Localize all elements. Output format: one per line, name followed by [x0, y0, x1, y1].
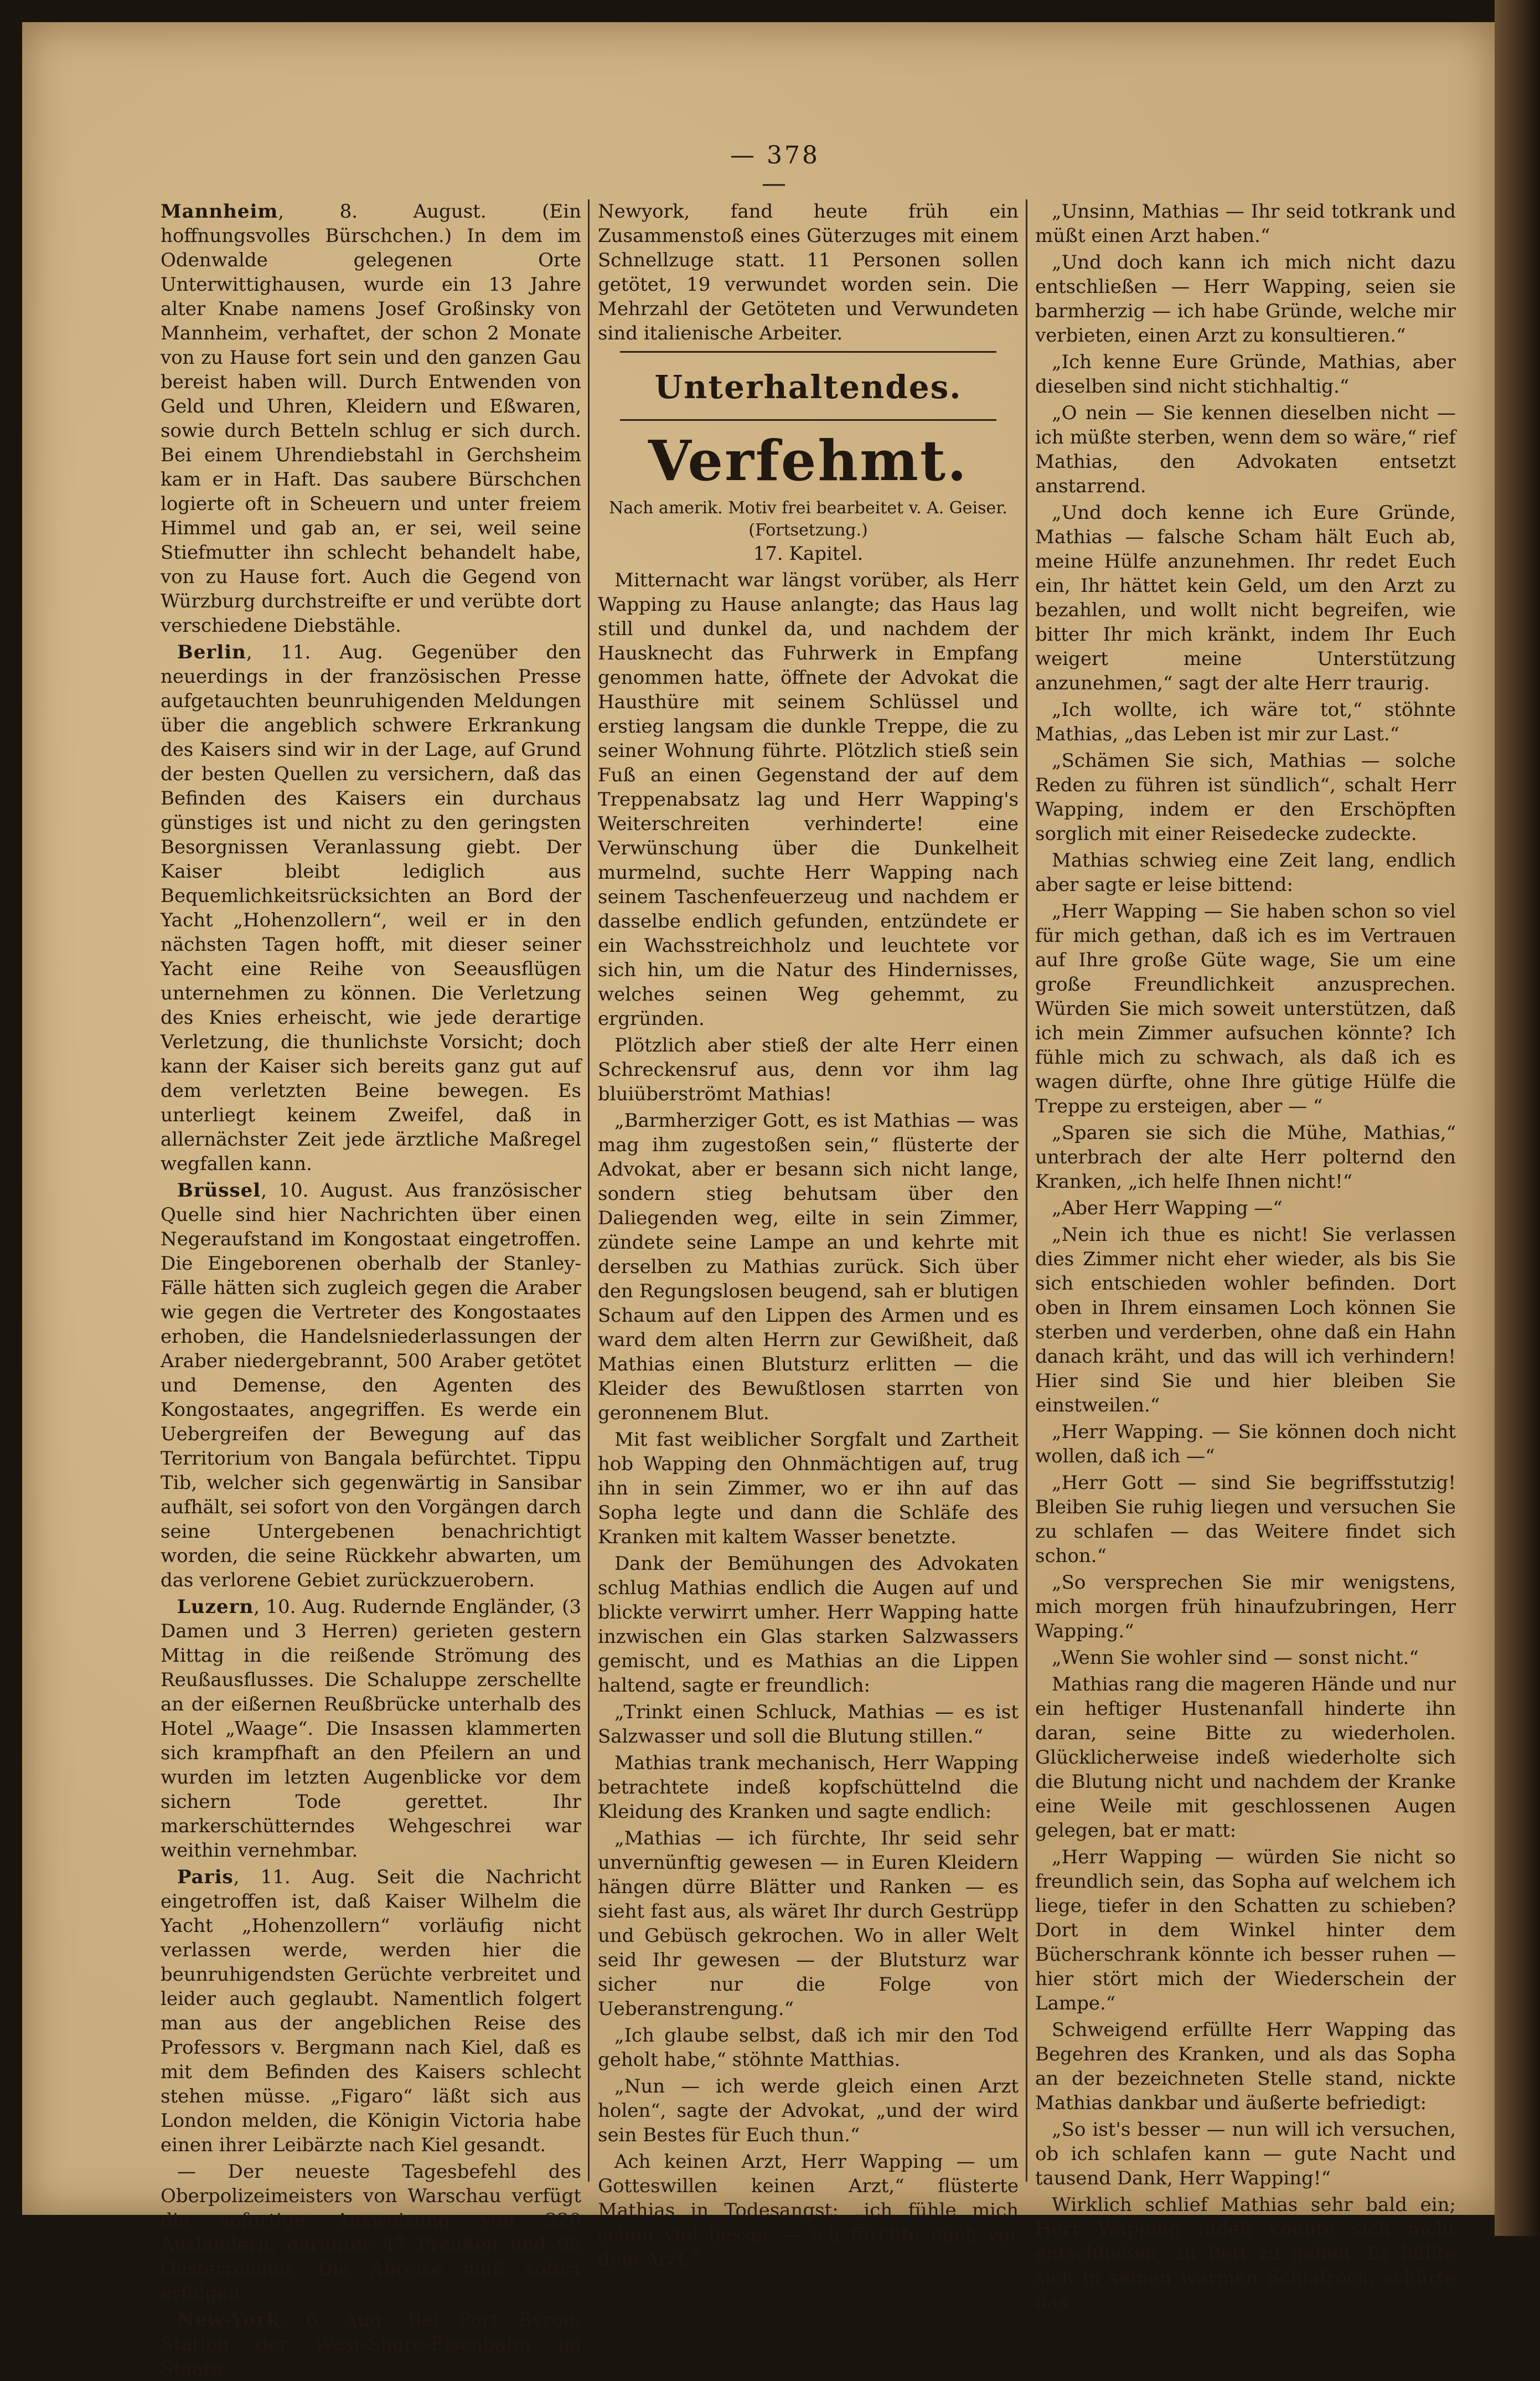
news-text: , 8. August. (Ein hoffnungsvolles Bürschchen.) In dem im Odenwalde gelegenen Orte Unterwittighausen, wurde ein 13 Jahre alter Knabe namens Josef Großinsky von Mannheim, verhaftet, der schon 2 Monate von zu Hause fort sein und den ganzen Gau bereist haben will. Durch Entwenden von Geld und Uhren, Kleidern und Eßwaren, sowie durch Betteln schlug er sich durch. Bei einem Uhrendiebstahl in Gerchsheim kam er in Haft. Das saubere Bürschchen logierte oft in Scheuern und unter freiem Himmel und gab an, er sei, weil seine Stiefmutter ihn schlecht behandelt habe, von zu Hause fort. Auch die Gegend von Würzburg durchstreifte er und verübte dort verschiedene Diebstähle. — [161, 200, 581, 637]
story-paragraph: Wirklich schlief Mathias sehr bald ein; Herr Wapping indeß konnte sich nicht entschließen, zu Bett zu gehen. Er hüllte sich in seinen warmen Schlafrock, schürte das — [1035, 2194, 1456, 2313]
story-paragraph: „Aber Herr Wapping —“ — [1052, 1197, 1283, 1219]
news-item — [161, 1178, 581, 1593]
story-paragraph: Mathias trank mechanisch, Herr Wapping betrachtete indeß kopfschüttelnd die Kleidung des Kranken und sagte endlich: — [598, 1752, 1019, 1823]
news-place: Mannheim — [161, 200, 278, 223]
story-paragraph: Mathias schwieg eine Zeit lang, endlich aber sagte er leise bittend: — [1035, 849, 1456, 896]
story-paragraph: Ach keinen Arzt, Herr Wapping — um Gotteswillen keinen Arzt,“ flüsterte Mathias in Todesangst; „ich fühle mich schon viel besser — ich fürchte mich vor dem Arzt.“ — [598, 2151, 1019, 2270]
column-divider — [1026, 199, 1027, 2182]
news-item — [161, 2308, 581, 2381]
story-paragraph: Mitternacht war längst vorüber, als Herr Wapping zu Hause anlangte; das Haus lag still und dunkel da, und nachdem der Hausknecht das Fuhrwerk in Empfang genommen hatte, öffnete der Advokat die Hausthüre mit seinem Schlüssel und erstieg langsam die dunkle Treppe, die zu seiner Wohnung führte. Plötzlich stieß sein Fuß an einen Gegenstand der auf dem Treppenabsatz lag und Herr Wapping's Weiterschreiten verhinderte! eine Verwünschung über die Dunkelheit murmelnd, suchte Herr Wapping nach seinem Taschenfeuerzeug und nachdem er dasselbe endlich gefunden, entzündete er ein Wachsstreichholz und leuchtete vor sich hin, um die Natur des Hindernisses, welches seinen Weg gehemmt, zu ergründen. — [598, 569, 1019, 1030]
section-divider — [620, 351, 996, 353]
story-paragraph: „Barmherziger Gott, es ist Mathias — was mag ihm zugestoßen sein,“ flüsterte der Advokat, aber er besann sich nicht lange, sondern stieg behutsam über den Daliegenden weg, eilte in sein Zimmer, zündete seine Lampe an und kehrte mit derselben zu Mathias zurück. Sich über den Regungslosen beugend, sah er blutigen Schaum auf den Lippen des Armen und es ward dem alten Herrn zur Gewißheit, daß Mathias einen Blutsturz erlitten — die Kleider des Bewußtlosen starrten von geronnenem Blut. — [598, 1110, 1019, 1424]
news-item — [161, 199, 581, 638]
column-story-continued — [1035, 199, 1456, 2313]
story-paragraph: „Ich glaube selbst, daß ich mir den Tod geholt habe,“ stöhnte Matthias. — [598, 2024, 1019, 2071]
news-place: Brüssel — [177, 1179, 261, 1202]
news-text: , 6. Aug. Bei Port Byron, Station der West-Shore-Eisenbahn im Staate — [161, 2309, 581, 2380]
story-paragraph: „Herr Wapping — würden Sie nicht so freundlich sein, das Sopha auf welchem ich liege, tiefer in den Schatten zu schieben? Dort in dem Winkel hinter dem Bücherschrank könnte ich besser ruhen — hier stört mich der Wiederschein der Lampe.“ — [1035, 1846, 1456, 2014]
story-paragraph: Dank der Bemühungen des Advokaten schlug Mathias endlich die Augen auf und blickte verwirrt umher. Herr Wapping hatte inzwischen ein Glas starken Salzwassers gemischt, und es Mathias an die Lippen haltend, sagte er freundlich: — [598, 1553, 1019, 1697]
news-place: Paris — [177, 1866, 234, 1888]
story-paragraph: „Herr Wapping. — Sie können doch nicht wollen, daß ich —“ — [1035, 1421, 1456, 1467]
column-divider — [588, 199, 590, 2182]
story-title: Verfehmt. — [648, 428, 968, 493]
news-text: , 10. August. Aus französischer Quelle sind hier Nachrichten über einen Negeraufstand im Kongostaat eingetroffen. Die Eingeborenen oberhalb der Stanley-Fälle hätten sich zugleich gegen die Araber wie gegen die Vertreter des Kongostaates erhoben, die Handelsniederlassungen der Araber niedergebrannt, 500 Araber getötet und Demense, den Agenten des Kongostaates, angegriffen. Es werde ein Uebergreifen der Bewegung auf das Territorium von Bangala befürchtet. Tippu Tib, welcher sich gegenwärtig in Sansibar aufhält, sei sofort von den Vorgängen darch seine Untergebenen benachrichtigt worden, die seine Rückkehr abwarten, um das verlorene Gebiet zurückzuerobern. — [161, 1179, 581, 1591]
story-paragraph: Mit fast weiblicher Sorgfalt und Zartheit hob Wapping den Ohnmächtigen auf, trug ihn in sein Zimmer, wo er ihn auf das Sopha legte und dann die Schläfe des Kranken mit kaltem Wasser benetzte. — [598, 1429, 1019, 1548]
story-paragraph: „Mathias — ich fürchte, Ihr seid sehr unvernünftig gewesen — in Euren Kleidern hängen dürre Blätter und Ranken — es sieht fast aus, als wäret Ihr durch Gestrüpp und Gebüsch gekrochen. Wo in aller Welt seid Ihr gewesen — der Blutsturz war sicher nur die Folge von Ueberanstrengung.“ — [598, 1827, 1019, 2020]
book-spine — [1495, 0, 1540, 2236]
chapter-heading: 17. Kapitel. — [753, 543, 864, 565]
news-place: Luzern — [177, 1596, 254, 1618]
story-paragraph: „Trinkt einen Schluck, Mathias — es ist Salzwasser und soll die Blutung stillen.“ — [598, 1701, 1019, 1748]
news-item — [161, 1595, 581, 1863]
story-paragraph: „So versprechen Sie mir wenigstens, mich morgen früh hinaufzubringen, Herr Wapping.“ — [1035, 1571, 1456, 1642]
column-story-start — [598, 199, 1019, 2270]
story-paragraph: „Herr Wapping — Sie haben schon so viel für mich gethan, daß ich es im Vertrauen auf Ihre große Güte wage, Sie um eine große Freundlichkeit anzusprechen. Würden Sie mich soweit unterstützen, daß ich mein Zimmer aufsuchen könnte? Ich fühle mich zu schwach, als daß ich es wagen dürfte, ohne Ihre gütige Hülfe die Treppe zu ersteigen, aber — “ — [1035, 900, 1456, 1117]
news-text: , 11. Aug. Gegenüber den neuerdings in der französischen Presse aufgetauchten beunruhigenden Meldungen über die angeblich schwere Erkrankung des Kaisers sind wir in der Lage, auf Grund der besten Quellen zu versichern, daß das Befinden des Kaisers ein durchaus günstiges ist und nicht zu den geringsten Besorgnissen Veranlassung giebt. Der Kaiser bleibt lediglich aus Bequemlichkeitsrücksichten an Bord der Yacht „Hohenzollern“, weil er in den nächsten Tagen hofft, mit dieser seiner Yacht eine Reihe von Seeausflügen unternehmen zu können. Die Verletzung des Knies erheischt, wie jede derartige Verletzung, die thunlichste Vorsicht; doch kann der Kaiser sich bereits ganz gut auf dem verletzten Beine bewegen. Es unterliegt keinem Zweifel, daß in allernächster Zeit jede ärztliche Maßregel wegfallen kann. — [161, 641, 581, 1175]
news-text: — Der neueste Tagesbefehl des Oberpolizeimeisters von Warschau verfügt die sofortige Ausweisung von 220 Ausländern, darunter 47 Preußen und 95 Oesterreicher. Die Abreise muß sofort erfolgen. — [161, 2161, 581, 2305]
story-paragraph: „Schämen Sie sich, Mathias — solche Reden zu führen ist sündlich“, schalt Herr Wapping, indem er den Erschöpften sorglich mit einer Reisedecke zudeckte. — [1035, 750, 1456, 845]
story-paragraph: „Nein ich thue es nicht! Sie verlassen dies Zimmer nicht eher wieder, als bis Sie sich entschieden wohler befinden. Dort oben in Ihrem einsamen Loch können Sie sterben und verderben, ohne daß ein Hahn danach kräht, und das will ich verhindern! Hier sind Sie und hier bleiben Sie einstweilen.“ — [1035, 1224, 1456, 1416]
section-divider — [620, 419, 996, 421]
story-paragraph: Mathias rang die mageren Hände und nur ein heftiger Hustenanfall hinderte ihn daran, seine Bitte zu wiederholen. Glücklicherweise indeß wiederholte sich die Blutung nicht und nachdem der Kranke eine Weile mit geschlossenen Augen gelegen, bat er matt: — [1035, 1673, 1456, 1842]
news-text: , 10. Aug. Rudernde Engländer, (3 Damen und 3 Herren) gerieten gestern Mittag in die reißende Strömung des Reußausflusses. Die Schaluppe zerschellte an der eißernen Reußbrücke unterhalb des Hotel „Waage“. Die Insassen klammerten sich krampfhaft an den Pfeilern an und wurden im letzten Augenblicke vor dem sichern Tode gerettet. Ihr markerschütterndes Wehgeschrei war weithin vernehmbar. — [161, 1596, 581, 1862]
story-paragraph: „O nein — Sie kennen dieselben nicht — ich müßte sterben, wenn dem so wäre,“ rief Mathias, den Advokaten entsetzt anstarrend. — [1035, 402, 1456, 497]
story-paragraph: „Und doch kenne ich Eure Gründe, Mathias — falsche Scham hält Euch ab, meine Hülfe anzunehmen. Ihr redet Euch ein, Ihr hättet kein Geld, um den Arzt zu bezahlen, und wollt nicht begreifen, wie bitter Ihr mich kränkt, indem Ihr Euch weigert meine Unterstützung anzunehmen,“ sagt der alte Herr traurig. — [1035, 502, 1456, 694]
story-paragraph: „Unsinn, Mathias — Ihr seid totkrank und müßt einen Arzt haben.“ — [1035, 200, 1456, 247]
news-text: , 11. Aug. Seit die Nachricht eingetroffen ist, daß Kaiser Wilhelm die Yacht „Hohenzollern“ vorläufig nicht verlassen werde, werden hier die beunruhigendsten Gerüchte verbreitet und leider auch geglaubt. Namentlich folgert man aus der angeblichen Reise des Professors v. Bergmann nach Kiel, daß es mit dem Befinden des Kaisers schlecht stehen müsse. „Figaro“ läßt sich aus London melden, die Königin Victoria habe einen ihrer Leibärzte nach Kiel gesandt. — [161, 1866, 581, 2156]
news-place: New-York — [177, 2309, 280, 2331]
page-number: — 378 — — [730, 141, 820, 198]
story-paragraph: „Nun — ich werde gleich einen Arzt holen“, sagte der Advokat, „und der wird sein Bestes für Euch thun.“ — [598, 2075, 1019, 2146]
story-paragraph: „Ich kenne Eure Gründe, Mathias, aber dieselben sind nicht stichhaltig.“ — [1035, 351, 1456, 398]
news-continuation: Newyork, fand heute früh ein Zusammenstoß eines Güterzuges mit einem Schnellzuge statt. 11 Personen sollen getötet, 19 verwundet worden sein. Die Mehrzahl der Getöteten und Verwundeten sind italienische Arbeiter. — [598, 200, 1019, 344]
story-paragraph: „So ist's besser — nun will ich versuchen, ob ich schlafen kann — gute Nacht und tausend Dank, Herr Wapping!“ — [1035, 2119, 1456, 2189]
story-paragraph: „Sparen sie sich die Mühe, Mathias,“ unterbrach der alte Herr polternd den Kranken, „ich helfe Ihnen nicht!“ — [1035, 1122, 1456, 1193]
story-paragraph: Plötzlich aber stieß der alte Herr einen Schreckensruf aus, denn vor ihm lag bluiüberströmt Mathias! — [598, 1034, 1019, 1105]
story-paragraph: Schweigend erfüllte Herr Wapping das Begehren des Kranken, und als das Sopha an der bezeichneten Stelle stand, nickte Mathias dankbar und äußerte befriedigt: — [1035, 2019, 1456, 2114]
news-item — [161, 640, 581, 1176]
section-title: Unterhaltendes. — [654, 368, 962, 406]
news-item — [161, 1865, 581, 2157]
column-news — [161, 199, 581, 2380]
story-paragraph: „Ich wollte, ich wäre tot,“ stöhnte Mathias, „das Leben ist mir zur Last.“ — [1035, 699, 1456, 745]
newspaper-page — [22, 22, 1495, 2380]
news-place: Berlin — [177, 641, 246, 663]
news-item — [161, 2160, 581, 2306]
story-paragraph: „Herr Gott — sind Sie begriffsstutzig! Bleiben Sie ruhig liegen und versuchen Sie zu schlafen — das Weitere findet sich schon.“ — [1035, 1472, 1456, 1567]
story-paragraph: „Wenn Sie wohler sind — sonst nicht.“ — [1052, 1647, 1419, 1669]
story-paragraph: „Und doch kann ich mich nicht dazu entschließen — Herr Wapping, seien sie barmherzig — ich habe Gründe, welche mir verbieten, einen Arzt zu konsultieren.“ — [1035, 251, 1456, 347]
story-byline: Nach amerik. Motiv frei bearbeitet v. A. Geiser. (Fortsetzung.) — [609, 498, 1007, 540]
